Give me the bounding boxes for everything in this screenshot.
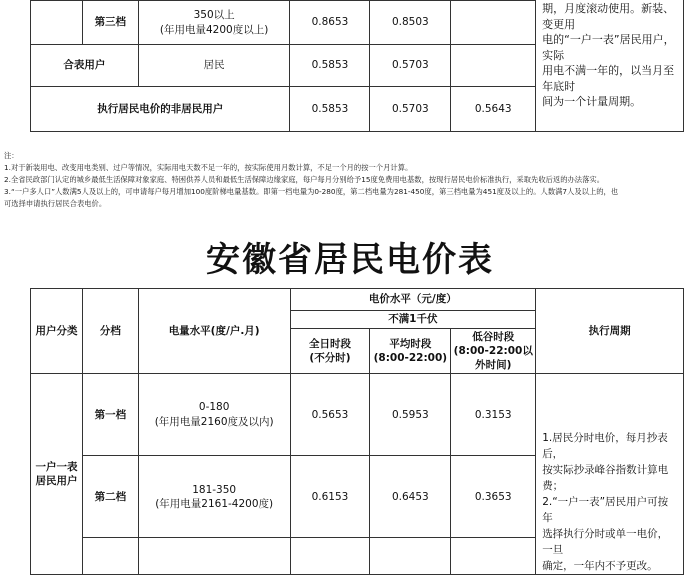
category-line: 居民用户 xyxy=(35,475,78,487)
price-valley: 0.3153 xyxy=(451,374,536,456)
header-period: 执行周期 xyxy=(536,289,684,374)
header-valley-line: 低谷时段 xyxy=(472,330,515,343)
period-line: 确定，一年内不予更改。 xyxy=(542,560,658,572)
level-cell xyxy=(138,456,290,538)
level-range: 181-350 xyxy=(192,483,237,496)
price-all-day: 0.6153 xyxy=(290,456,370,538)
price-peak: 0.8503 xyxy=(370,1,451,45)
row-label: 执行居民电价的非居民用户 xyxy=(31,87,290,132)
level-cell xyxy=(138,374,290,456)
note-item: 可选择申请执行居民合表电价。 xyxy=(4,199,107,208)
period-line: 1.居民分时电价，每月抄表后， xyxy=(542,432,668,460)
period-line: 间为一个计量周期。 xyxy=(542,95,642,108)
price-table-bottom xyxy=(30,288,684,575)
cell-blank xyxy=(451,538,536,575)
header-valley-line: 外时间) xyxy=(475,359,512,372)
level-cell xyxy=(138,1,290,45)
period-line: 2.“一户一表”居民用户可按年 xyxy=(542,496,669,524)
header-all-day-line: 全日时段 xyxy=(308,337,351,350)
period-cell-top xyxy=(536,0,684,132)
period-line: 用电不满一年的，以当月至年底时 xyxy=(542,64,675,93)
header-level: 电量水平(度/户.月) xyxy=(138,289,290,374)
level-annual: (年用电量2161-4200度) xyxy=(155,497,274,510)
price-peak: 0.5703 xyxy=(370,87,451,132)
level-annual: (年用电量2160度及以内) xyxy=(154,415,274,428)
note-item: 2.全省民政部门认定的城乡最低生活保障对象家庭、特困供养人员和最低生活保障边缘家庭，每户每月分别给予15度免费用电基数，按现行居民电价标准执行，采取先收后返的办法落实。 xyxy=(4,175,604,184)
category-cell xyxy=(31,374,83,575)
cell-blank xyxy=(370,538,451,575)
price-valley: 0.5643 xyxy=(451,87,536,132)
cell-blank xyxy=(138,538,290,575)
price-valley xyxy=(451,45,536,87)
cell-blank xyxy=(31,1,83,45)
period-line: 按实际抄录峰谷指数计算电费； xyxy=(542,464,669,492)
tier-label: 第一档 xyxy=(82,374,138,456)
category-line: 一户一表 xyxy=(35,460,78,473)
header-peak xyxy=(370,329,451,374)
header-category: 用户分类 xyxy=(31,289,83,374)
price-table-top xyxy=(30,0,684,132)
period-cell-bottom xyxy=(536,374,684,575)
header-all-day-line: (不分时) xyxy=(309,352,351,364)
cell-blank xyxy=(82,538,138,575)
header-all-day xyxy=(290,329,370,374)
page-title: 安徽省居民电价表 xyxy=(206,240,494,280)
header-peak-line: 平均时段 xyxy=(389,337,432,350)
header-valley xyxy=(451,329,536,374)
price-all-day: 0.5853 xyxy=(290,87,370,132)
notes xyxy=(4,150,696,210)
period-line: 选择执行分时或单一电价，一旦 xyxy=(542,528,669,556)
period-line: 电的“一户一表”居民用户，实际 xyxy=(542,33,675,62)
level-range: 350以上 xyxy=(193,9,235,22)
price-all-day: 0.8653 xyxy=(290,1,370,45)
header-tier: 分档 xyxy=(82,289,138,374)
price-peak: 0.5953 xyxy=(370,374,451,456)
header-voltage: 不满1千伏 xyxy=(290,311,536,329)
price-valley xyxy=(451,1,536,45)
notes-heading: 注： xyxy=(4,151,19,160)
price-valley: 0.3653 xyxy=(451,456,536,538)
period-line: 期，月度滚动使用。新装、变更用 xyxy=(542,2,675,31)
price-peak: 0.5703 xyxy=(370,45,451,87)
header-valley-line: (8:00-22:00以 xyxy=(453,344,533,357)
note-item: 1.对于新装用电、改变用电类别、过户等情况，实际用电天数不足一年的，按实际使用月数计算，不足一个月的按一个月计算。 xyxy=(4,163,413,172)
tier-label: 第二档 xyxy=(82,456,138,538)
header-price-level: 电价水平（元/度） xyxy=(290,289,536,311)
price-all-day: 0.5653 xyxy=(290,374,370,456)
price-all-day: 0.5853 xyxy=(290,45,370,87)
category-label: 合表用户 xyxy=(31,45,139,87)
level-range: 0-180 xyxy=(198,401,230,414)
level-annual: (年用电量4200度以上) xyxy=(159,23,269,36)
row-label: 居民 xyxy=(138,45,290,87)
header-peak-line: (8:00-22:00) xyxy=(373,352,448,364)
tier-label: 第三档 xyxy=(82,1,138,45)
price-peak: 0.6453 xyxy=(370,456,451,538)
cell-blank xyxy=(290,538,370,575)
note-item: 3.“一户多人口”人数满5人及以上的，可申请每户每月增加100度阶梯电量基数。即第一档电量为0-280度，第二档电量为281-450度，第三档电量为451度及以上的。人数满7人及以上的，也 xyxy=(4,187,619,196)
